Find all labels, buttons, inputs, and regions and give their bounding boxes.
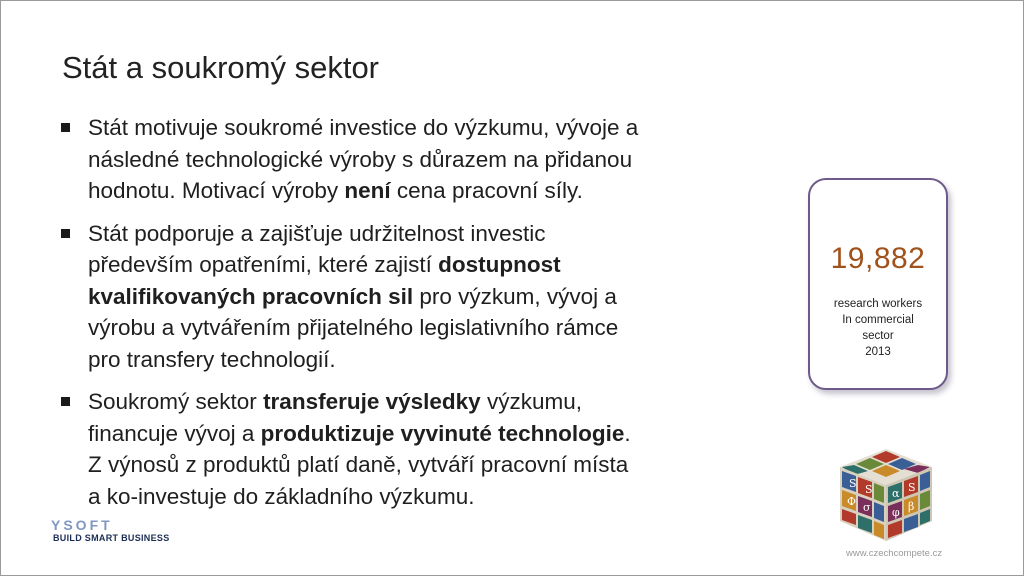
bullet-line <box>88 281 774 313</box>
cube-glyph: φ <box>892 506 900 519</box>
bullet-line <box>88 218 774 250</box>
bullet-line <box>88 449 774 481</box>
cube-glyph: S <box>849 477 857 490</box>
text-segment: především opatřeními, které zajistí <box>88 252 439 277</box>
bullet-list <box>54 112 774 523</box>
ysoft-logo <box>50 518 180 544</box>
text-segment: cena pracovní síly. <box>390 178 583 203</box>
bold-text: transferuje výsledky <box>263 389 481 414</box>
logo-tagline: BUILD SMART BUSINESS <box>53 533 170 543</box>
stat-caption-line: 2013 <box>865 346 891 358</box>
cube-glyph: S <box>908 481 916 494</box>
stat-caption-line: sector <box>862 330 894 342</box>
bullet-item <box>54 218 774 376</box>
text-segment: financuje vývoj a <box>88 420 261 446</box>
cube-glyph: α <box>892 487 900 500</box>
text-segment: pro výzkum, vývoj a <box>413 283 617 309</box>
bullet-item <box>54 386 774 512</box>
stat-caption-line: research workers <box>833 298 923 310</box>
cube-glyph: S <box>865 483 873 496</box>
text-segment: hodnotu. Motivací výroby <box>88 178 345 203</box>
bullet-line <box>88 344 774 376</box>
bullet-square-icon <box>61 229 70 238</box>
text-segment: výzkumu, <box>480 389 582 414</box>
text-segment: následné technologické výroby s důrazem na přidanou <box>88 146 633 172</box>
text-segment: Soukromý sektor <box>88 389 264 414</box>
text-segment: a ko-investuje do základního výzkumu. <box>88 483 475 509</box>
cube-glyph: Φ <box>847 495 857 508</box>
stat-caption-line: In commercial <box>842 314 914 326</box>
bullet-line <box>88 144 774 176</box>
bold-text: kvalifikovaných pracovních sil <box>88 283 414 309</box>
stat-caption <box>810 296 946 360</box>
bullet-square-icon <box>61 397 70 406</box>
bold-text: dostupnost <box>438 252 561 277</box>
bullet-item <box>54 112 774 207</box>
bullet-line <box>88 386 774 418</box>
bullet-line <box>88 112 774 144</box>
text-segment: Stát podporuje a zajišťuje udržitelnost investic <box>88 220 546 246</box>
website-url: www.czechcompete.cz <box>846 548 943 559</box>
bullet-line <box>88 249 774 281</box>
bold-text: není <box>344 178 391 203</box>
text-segment: Stát motivuje soukromé investice do výzkumu, vývoje a <box>88 115 639 140</box>
bullet-square-icon <box>61 123 70 132</box>
stat-card <box>808 178 948 390</box>
bold-text: produktizuje vyvinuté technologie <box>260 420 625 446</box>
text-segment: . <box>624 420 631 446</box>
bullet-line <box>88 481 774 513</box>
text-segment: pro transfery technologií. <box>88 346 336 372</box>
rubik-cube-graphic <box>832 445 940 545</box>
bullet-line <box>88 418 774 450</box>
slide-title: Stát a soukromý sektor <box>62 50 380 85</box>
stat-number: 19,882 <box>830 242 926 275</box>
text-segment: výrobu a vytvářením přijatelného legislativního rámce <box>88 315 619 340</box>
ysoft-logo-wordmark: YSOFT <box>51 518 113 532</box>
bullet-line <box>88 312 774 344</box>
bullet-line <box>88 175 774 207</box>
text-segment: Z výnosů z produktů platí daně, vytváří pracovní místa <box>88 452 629 477</box>
cube-glyph: β <box>908 500 915 513</box>
ysoft-logo-mark <box>50 518 180 532</box>
cube-glyph: σ <box>863 501 871 514</box>
